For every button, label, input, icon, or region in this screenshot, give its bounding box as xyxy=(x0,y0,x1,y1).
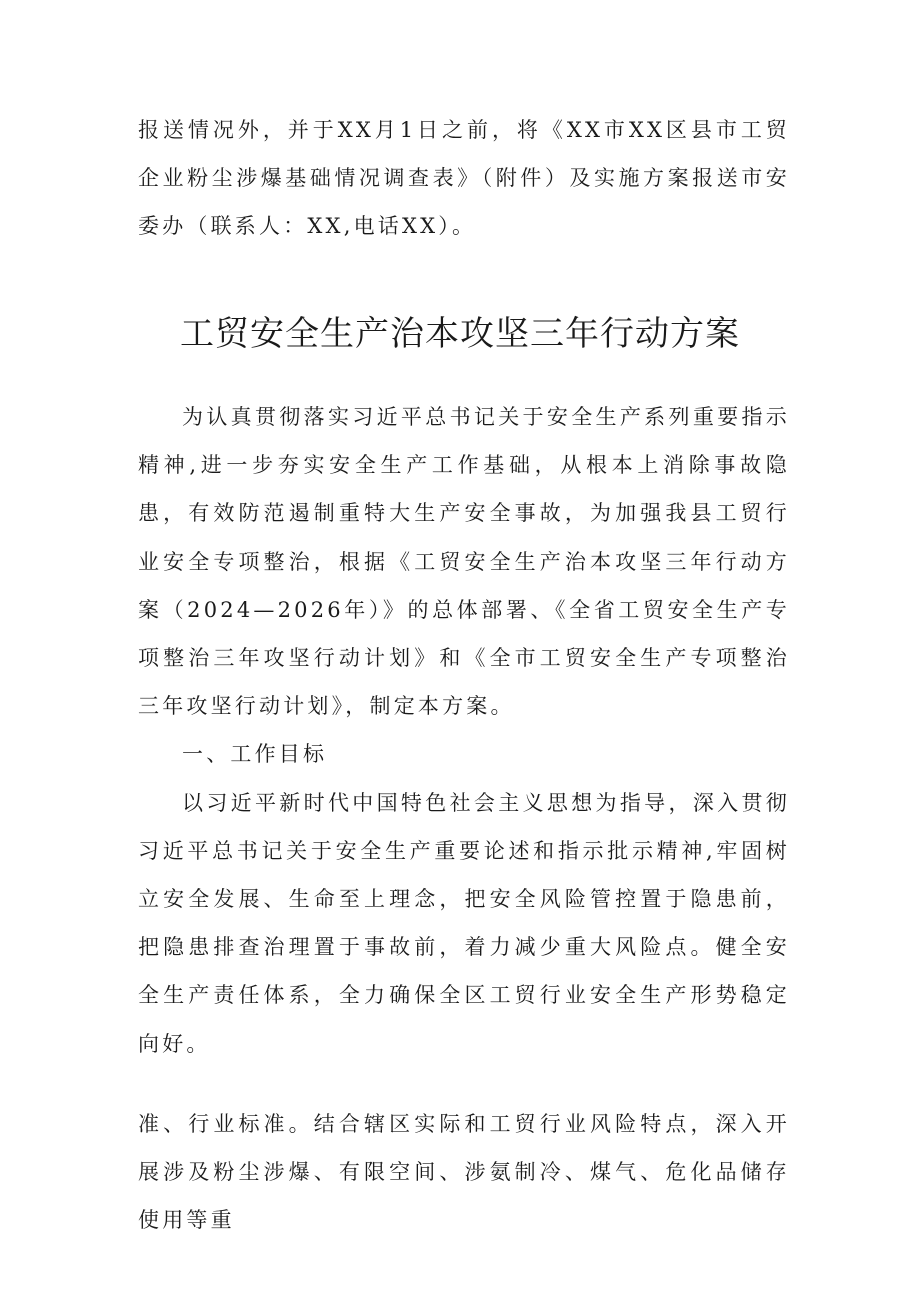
document-body xyxy=(138,393,790,1068)
continuation-paragraph: 报送情况外，并于XX月1日之前，将《XX市XX区县市工贸企业粉尘涉爆基础情况调查表》（附件）及实施方案报送市安委办（联系人：XX,电话XX）。 xyxy=(138,118,790,239)
fragment-paragraph: 准、行业标准。结合辖区实际和工贸行业风险特点，深入开展涉及粉尘涉爆、有限空间、涉氨制冷、煤气、危化品储存使用等重 xyxy=(138,1112,790,1233)
section-heading-work-goals: 一、工作目标 xyxy=(182,742,328,767)
intro-paragraph: 为认真贯彻落实习近平总书记关于安全生产系列重要指示精神,进一步夯实安全生产工作基础，从根本上消除事故隐患，有效防范遏制重特大生产安全事故，为加强我县工贸行业安全专项整治，根据《工贸安全生产治本攻坚三年行动方案（2024—2026年）》的总体部署、《全省工贸安全生产专项整治三年攻坚行动计划》和《全市工贸安全生产专项整治三年攻坚行动计划》，制定本方案。 xyxy=(138,405,790,719)
work-goals-paragraph: 以习近平新时代中国特色社会主义思想为指导，深入贯彻习近平总书记关于安全生产重要论述和指示批示精神,牢固树立安全发展、生命至上理念，把安全风险管控置于隐患前，把隐患排查治理置于事故前，着力减少重大风险点。健全安全生产责任体系，全力确保全区工贸行业安全生产形势稳定向好。 xyxy=(138,790,790,1056)
document-title: 工贸安全生产治本攻坚三年行动方案 xyxy=(180,314,740,354)
continuation-block xyxy=(138,106,790,251)
fragment-block xyxy=(138,1100,790,1245)
